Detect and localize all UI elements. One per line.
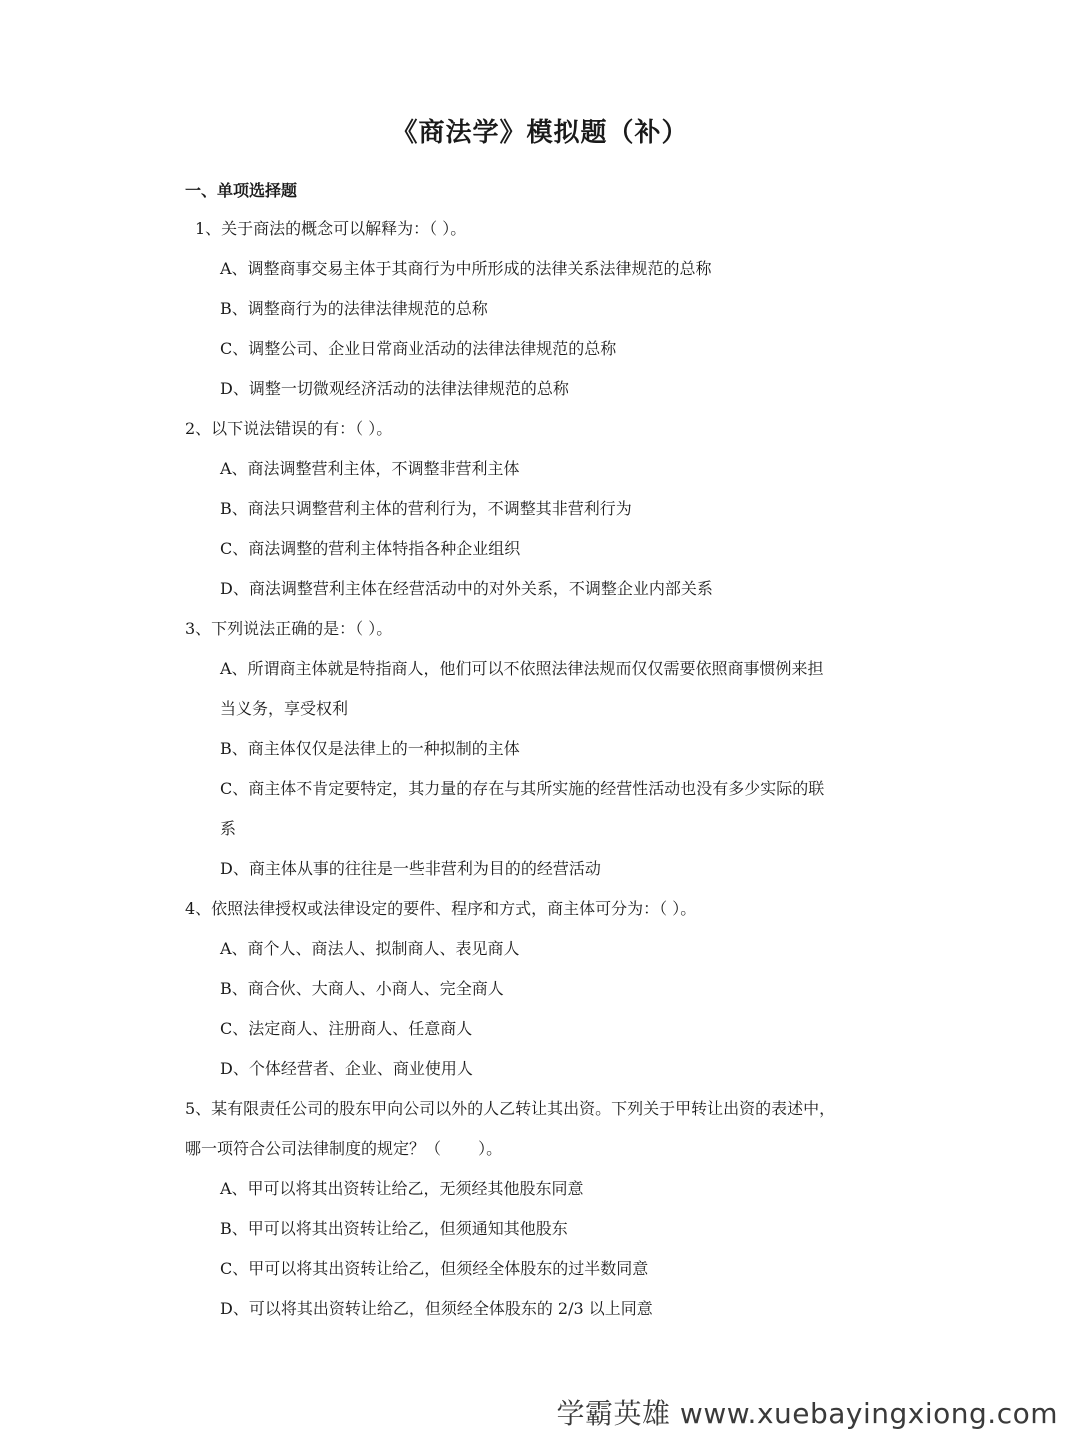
question-stem: 5、某有限责任公司的股东甲向公司以外的人乙转让其出资。下列关于甲转让出资的表述中， <box>185 1099 836 1118</box>
option-d: D、个体经营者、企业、商业使用人 <box>220 1059 473 1078</box>
option-a: A、甲可以将其出资转让给乙，无须经其他股东同意 <box>220 1179 584 1198</box>
option-d: D、商法调整营利主体在经营活动中的对外关系，不调整企业内部关系 <box>220 579 713 598</box>
option-b: B、商主体仅仅是法律上的一种拟制的主体 <box>220 739 520 758</box>
question-stem: 3、下列说法正确的是：（ ）。 <box>185 619 393 638</box>
option-c-continued: 系 <box>220 819 237 838</box>
option-c: C、法定商人、注册商人、任意商人 <box>220 1019 473 1038</box>
option-c: C、甲可以将其出资转让给乙，但须经全体股东的过半数同意 <box>220 1259 649 1278</box>
question-3 <box>0 609 1080 889</box>
option-a: A、商法调整营利主体，不调整非营利主体 <box>220 459 520 478</box>
option-b: B、调整商行为的法律法律规范的总称 <box>220 299 488 318</box>
question-2 <box>0 409 1080 609</box>
document-title: 《商法学》模拟题（补） <box>391 118 689 148</box>
question-5 <box>0 1089 1080 1329</box>
question-1 <box>0 209 1080 409</box>
option-d: D、商主体从事的往往是一些非营利为目的的经营活动 <box>220 859 601 878</box>
question-4 <box>0 889 1080 1089</box>
option-a: A、调整商事交易主体于其商行为中所形成的法律关系法律规范的总称 <box>220 259 712 278</box>
option-a: A、所谓商主体就是特指商人，他们可以不依照法律法规而仅仅需要依照商事惯例来担 <box>220 659 824 678</box>
option-b: B、甲可以将其出资转让给乙，但须通知其他股东 <box>220 1219 568 1238</box>
option-b: B、商法只调整营利主体的营利行为，不调整其非营利行为 <box>220 499 632 518</box>
option-d: D、调整一切微观经济活动的法律法律规范的总称 <box>220 379 569 398</box>
question-stem: 1、关于商法的概念可以解释为：（ ）。 <box>195 219 467 238</box>
option-a: A、商个人、商法人、拟制商人、表见商人 <box>220 939 520 958</box>
question-list <box>0 209 1080 1329</box>
option-c: C、商法调整的营利主体特指各种企业组织 <box>220 539 521 558</box>
question-stem-continued: 哪一项符合公司法律制度的规定？（ ）。 <box>185 1139 503 1158</box>
option-a-continued: 当义务，享受权利 <box>220 699 349 718</box>
option-d: D、可以将其出资转让给乙，但须经全体股东的 2/3 以上同意 <box>220 1299 653 1318</box>
site-watermark: 学霸英雄 www.xuebayingxiong.com <box>556 1397 1058 1430</box>
question-stem: 2、以下说法错误的有：（ ）。 <box>185 419 393 438</box>
option-b: B、商合伙、大商人、小商人、完全商人 <box>220 979 504 998</box>
question-stem: 4、依照法律授权或法律设定的要件、程序和方式，商主体可分为：（ ）。 <box>185 899 697 918</box>
section-heading: 一、单项选择题 <box>185 181 298 200</box>
option-c: C、调整公司、企业日常商业活动的法律法律规范的总称 <box>220 339 617 358</box>
option-c: C、商主体不肯定要特定，其力量的存在与其所实施的经营性活动也没有多少实际的联 <box>220 779 825 798</box>
